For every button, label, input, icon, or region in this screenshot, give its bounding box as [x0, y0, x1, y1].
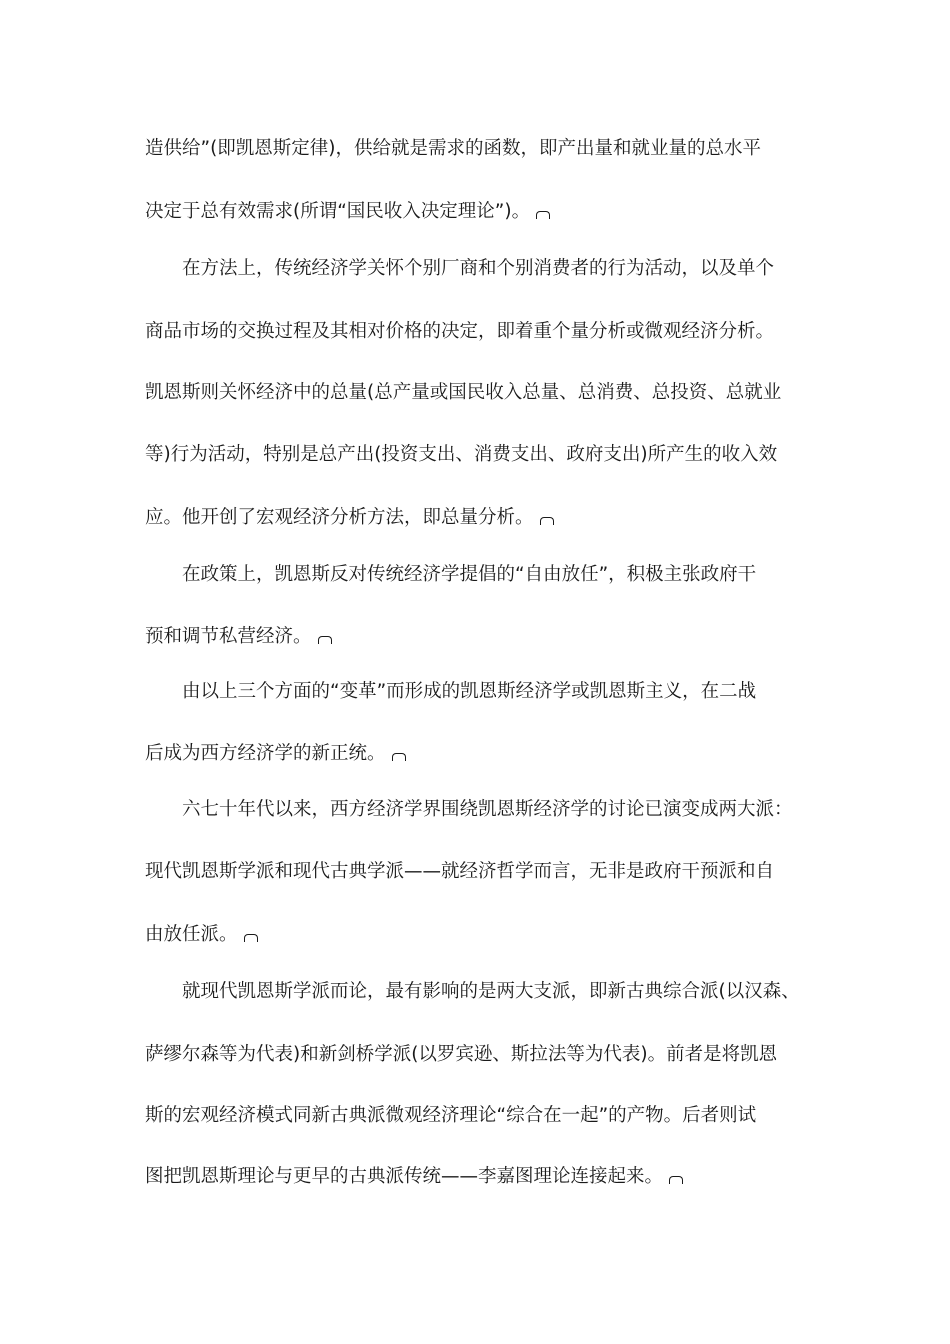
text-line-content: 凯恩斯则关怀经济中的总量(总产量或国民收入总量、总消费、总投资、总就业 — [145, 382, 782, 403]
paragraph-mark-icon — [540, 515, 555, 525]
text-line-content: 预和调节私营经济。 — [145, 626, 312, 647]
text-line-content: 就现代凯恩斯学派而论，最有影响的是两大支派，即新古典综合派(以汉森、 — [182, 981, 800, 1002]
text-line-content: 应。他开创了宏观经济分析方法，即总量分析。 — [145, 507, 534, 528]
text-line — [145, 625, 333, 649]
text-line — [145, 742, 407, 766]
paragraph-mark-icon — [669, 1174, 684, 1184]
text-line — [145, 320, 774, 344]
text-line-content: 由以上三个方面的“变革”而形成的凯恩斯经济学或凯恩斯主义，在二战 — [182, 681, 757, 702]
text-line — [145, 860, 774, 884]
text-line — [182, 563, 756, 587]
text-line-content: 商品市场的交换过程及其相对价格的决定，即着重个量分析或微观经济分析。 — [145, 321, 775, 342]
text-line — [182, 980, 800, 1004]
paragraph-mark-icon — [244, 932, 259, 942]
text-line-content: 萨缪尔森等为代表)和新剑桥学派(以罗宾逊、斯拉法等为代表)。前者是将凯恩 — [145, 1044, 778, 1065]
text-line — [145, 381, 781, 405]
text-line-content: 图把凯恩斯理论与更早的古典派传统——李嘉图理论连接起来。 — [145, 1166, 664, 1187]
paragraph-mark-icon — [318, 634, 333, 644]
text-line-content: 斯的宏观经济模式同新古典派微观经济理论“综合在一起”的产物。后者则试 — [145, 1105, 757, 1126]
text-line-content: 在方法上，传统经济学关怀个别厂商和个别消费者的行为活动，以及单个 — [182, 258, 775, 279]
text-line — [145, 923, 259, 947]
text-line-content: 决定于总有效需求(所谓“国民收入决定理论”)。 — [145, 201, 531, 222]
text-line — [182, 798, 793, 822]
text-line — [145, 137, 761, 161]
text-line — [182, 257, 774, 281]
text-line-content: 后成为西方经济学的新正统。 — [145, 743, 386, 764]
text-line — [145, 443, 777, 467]
text-line-content: 造供给”(即凯恩斯定律)，供给就是需求的函数，即产出量和就业量的总水平 — [145, 138, 762, 159]
text-line-content: 等)行为活动，特别是总产出(投资支出、消费支出、政府支出)所产生的收入效 — [145, 444, 778, 465]
text-line-content: 六七十年代以来，西方经济学界围绕凯恩斯经济学的讨论已演变成两大派： — [182, 799, 793, 820]
paragraph-mark-icon — [392, 751, 407, 761]
text-line — [145, 200, 551, 224]
text-line — [145, 1104, 756, 1128]
text-line-content: 由放任派。 — [145, 924, 238, 945]
text-line — [145, 506, 555, 530]
paragraph-mark-icon — [536, 209, 551, 219]
text-line-content: 在政策上，凯恩斯反对传统经济学提倡的“自由放任”，积极主张政府干 — [182, 564, 757, 585]
text-line — [182, 680, 756, 704]
text-line — [145, 1043, 777, 1067]
text-line — [145, 1165, 684, 1189]
text-line-content: 现代凯恩斯学派和现代古典学派——就经济哲学而言，无非是政府干预派和自 — [145, 861, 775, 882]
